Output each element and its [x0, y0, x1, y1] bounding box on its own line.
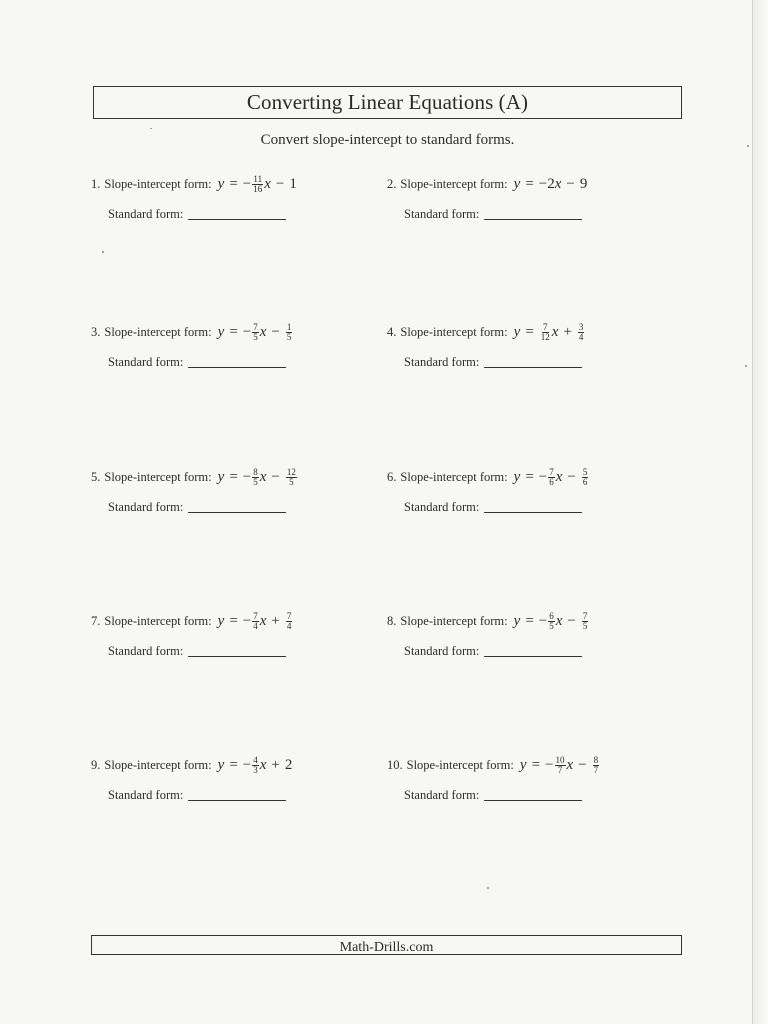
- numerator: 8: [253, 466, 258, 477]
- numerator: 3: [578, 321, 584, 332]
- denominator: 7: [557, 764, 563, 775]
- slope-fraction: [555, 756, 566, 775]
- problem-item: [91, 465, 298, 515]
- variable-y: y: [217, 323, 225, 340]
- problem-item: [91, 609, 293, 659]
- variable-x: x: [554, 175, 562, 192]
- numerator: 5: [582, 466, 588, 477]
- page-edge-shadow: [752, 0, 768, 1024]
- intercept-sign: −: [271, 323, 280, 340]
- problem-item: [91, 320, 293, 370]
- scan-speck: [487, 887, 489, 889]
- scan-speck: [747, 145, 749, 147]
- slope-fraction: [540, 323, 551, 342]
- scan-speck: [150, 128, 152, 129]
- standard-form-label: Standard form:: [404, 500, 480, 514]
- slope-sign: −: [242, 468, 252, 485]
- problem-item: [387, 753, 600, 803]
- variable-y: y: [513, 612, 521, 629]
- intercept-sign: −: [275, 175, 285, 192]
- problem-equation-line: [387, 172, 587, 196]
- slope-fraction: [252, 323, 259, 342]
- variable-y: y: [217, 175, 225, 192]
- variable-y: y: [513, 323, 521, 340]
- denominator: 4: [286, 620, 292, 631]
- standard-form-label: Standard form:: [108, 355, 184, 369]
- numerator: 7: [253, 321, 258, 332]
- slope-intercept-equation: [218, 323, 294, 342]
- problem-equation-line: [387, 320, 585, 344]
- denominator: 6: [549, 476, 554, 487]
- scan-speck: [745, 365, 747, 367]
- standard-form-line: [404, 207, 587, 222]
- slope-value: 2: [547, 175, 555, 192]
- equals-sign: =: [229, 468, 238, 485]
- standard-form-line: [108, 500, 298, 515]
- problem-equation-line: [387, 753, 600, 777]
- standard-form-label: Standard form:: [404, 355, 480, 369]
- slope-intercept-equation: [218, 612, 294, 631]
- slope-sign: −: [538, 612, 548, 629]
- problem-item: [91, 172, 297, 222]
- slope-fraction: [252, 756, 259, 775]
- equals-sign: =: [531, 756, 541, 773]
- slope-sign: −: [538, 468, 548, 485]
- standard-form-line: [404, 500, 589, 515]
- variable-y: y: [513, 468, 521, 485]
- slope-fraction: [252, 468, 259, 487]
- slope-intercept-label: Slope-intercept form:: [104, 757, 212, 772]
- problem-number: 3.: [91, 324, 101, 339]
- problem-equation-line: [91, 465, 298, 489]
- equals-sign: =: [229, 756, 238, 773]
- slope-sign: −: [242, 175, 252, 192]
- variable-y: y: [217, 756, 225, 773]
- slope-sign: −: [242, 323, 252, 340]
- standard-form-label: Standard form:: [108, 500, 184, 514]
- variable-x: x: [259, 323, 267, 340]
- problem-item: [387, 172, 587, 222]
- slope-sign: −: [242, 612, 252, 629]
- equals-sign: =: [229, 612, 238, 629]
- denominator: 5: [253, 331, 258, 342]
- intercept-fraction: [578, 323, 585, 342]
- intercept-sign: −: [567, 468, 576, 485]
- intercept-value: 9: [579, 175, 588, 192]
- standard-form-line: [404, 355, 585, 370]
- problem-number: 8.: [387, 613, 397, 628]
- slope-intercept-label: Slope-intercept form:: [104, 469, 212, 484]
- numerator: 8: [593, 754, 599, 765]
- answer-blank[interactable]: [188, 511, 286, 513]
- answer-blank[interactable]: [484, 655, 582, 657]
- instructions: Convert slope-intercept to standard forms.: [260, 132, 515, 148]
- standard-form-line: [108, 355, 293, 370]
- denominator: 4: [253, 620, 258, 631]
- variable-y: y: [217, 612, 225, 629]
- slope-intercept-equation: [514, 612, 590, 631]
- variable-y: y: [217, 468, 225, 485]
- slope-intercept-label: Slope-intercept form:: [406, 757, 514, 772]
- denominator: 6: [582, 476, 588, 487]
- numerator: 7: [549, 466, 554, 477]
- slope-intercept-label: Slope-intercept form:: [400, 176, 508, 191]
- slope-sign: −: [242, 756, 252, 773]
- intercept-fraction: [286, 468, 297, 487]
- problem-number: 2.: [387, 176, 397, 191]
- problem-equation-line: [387, 609, 589, 633]
- scan-speck: [102, 251, 104, 253]
- problem-number: 7.: [91, 613, 101, 628]
- intercept-sign: −: [567, 612, 576, 629]
- intercept-sign: +: [271, 612, 280, 629]
- problem-item: [387, 465, 589, 515]
- equals-sign: =: [525, 468, 534, 485]
- equals-sign: =: [525, 323, 534, 340]
- problem-number: 1.: [91, 176, 101, 191]
- variable-x: x: [259, 468, 267, 485]
- standard-form-label: Standard form:: [108, 207, 184, 221]
- denominator: 16: [253, 183, 263, 194]
- denominator: 5: [286, 331, 292, 342]
- slope-intercept-equation: [514, 176, 588, 193]
- answer-blank[interactable]: [484, 218, 582, 220]
- problem-equation-line: [387, 465, 589, 489]
- problem-equation-line: [91, 320, 293, 344]
- slope-intercept-label: Slope-intercept form:: [104, 324, 212, 339]
- slope-sign: −: [538, 175, 548, 192]
- problem-equation-line: [91, 609, 293, 633]
- intercept-fraction: [286, 323, 293, 342]
- problem-number: 5.: [91, 469, 101, 484]
- problem-number: 4.: [387, 324, 397, 339]
- problem-item: [387, 609, 589, 659]
- slope-fraction: [252, 175, 263, 194]
- intercept-sign: +: [271, 756, 280, 773]
- slope-intercept-label: Slope-intercept form:: [400, 613, 508, 628]
- slope-intercept-equation: [218, 468, 298, 487]
- answer-blank[interactable]: [188, 799, 286, 801]
- slope-fraction: [548, 468, 555, 487]
- equals-sign: =: [229, 323, 238, 340]
- problem-number: 6.: [387, 469, 397, 484]
- numerator: 4: [253, 754, 258, 765]
- slope-intercept-equation: [514, 323, 586, 342]
- intercept-fraction: [286, 612, 293, 631]
- numerator: 7: [253, 610, 258, 621]
- intercept-value: 1: [289, 175, 297, 192]
- standard-form-line: [404, 788, 600, 803]
- answer-blank[interactable]: [484, 799, 582, 801]
- denominator: 5: [582, 620, 588, 631]
- denominator: 12: [540, 331, 550, 342]
- intercept-fraction: [593, 756, 600, 775]
- standard-form-line: [108, 788, 292, 803]
- problem-equation-line: [91, 172, 297, 196]
- numerator: 6: [549, 610, 554, 621]
- variable-x: x: [551, 323, 559, 340]
- equals-sign: =: [525, 612, 534, 629]
- denominator: 4: [578, 331, 584, 342]
- standard-form-label: Standard form:: [404, 207, 480, 221]
- variable-x: x: [259, 756, 267, 773]
- intercept-sign: +: [563, 323, 572, 340]
- standard-form-line: [404, 644, 589, 659]
- problem-item: [387, 320, 585, 370]
- variable-y: y: [513, 175, 521, 192]
- slope-intercept-equation: [514, 468, 590, 487]
- problem-number: 9.: [91, 757, 101, 772]
- variable-x: x: [259, 612, 267, 629]
- slope-intercept-label: Slope-intercept form:: [104, 176, 212, 191]
- slope-intercept-equation: [218, 175, 297, 194]
- problem-equation-line: [91, 753, 292, 777]
- problem-number: 10.: [387, 757, 403, 772]
- worksheet-title: Converting Linear Equations (A): [246, 90, 529, 114]
- slope-intercept-label: Slope-intercept form:: [104, 613, 212, 628]
- slope-fraction: [252, 612, 259, 631]
- answer-blank[interactable]: [484, 511, 582, 513]
- variable-y: y: [519, 756, 527, 773]
- numerator: 10: [555, 754, 565, 765]
- footer-text: Math-Drills.com: [339, 940, 434, 955]
- answer-blank[interactable]: [484, 366, 582, 368]
- intercept-fraction: [582, 612, 589, 631]
- standard-form-label: Standard form:: [108, 644, 184, 658]
- problem-item: [91, 753, 292, 803]
- intercept-sign: −: [578, 756, 587, 773]
- variable-x: x: [555, 612, 563, 629]
- answer-blank[interactable]: [188, 218, 286, 220]
- slope-fraction: [548, 612, 555, 631]
- title-box: [93, 86, 682, 119]
- standard-form-label: Standard form:: [404, 788, 480, 802]
- footer-box: [91, 935, 682, 955]
- numerator: 11: [253, 173, 263, 184]
- denominator: 5: [289, 476, 294, 487]
- numerator: 7: [543, 321, 548, 332]
- slope-intercept-equation: [520, 756, 600, 775]
- standard-form-label: Standard form:: [108, 788, 184, 802]
- intercept-value: 2: [284, 756, 293, 773]
- variable-x: x: [555, 468, 563, 485]
- numerator: 12: [286, 466, 296, 477]
- variable-x: x: [264, 175, 271, 192]
- denominator: 5: [253, 476, 258, 487]
- slope-intercept-label: Slope-intercept form:: [400, 324, 508, 339]
- answer-blank[interactable]: [188, 655, 286, 657]
- slope-sign: −: [545, 756, 554, 773]
- equals-sign: =: [229, 175, 238, 192]
- numerator: 7: [286, 610, 292, 621]
- intercept-sign: −: [271, 468, 280, 485]
- numerator: 1: [286, 321, 292, 332]
- variable-x: x: [566, 756, 574, 773]
- slope-intercept-label: Slope-intercept form:: [400, 469, 508, 484]
- standard-form-line: [108, 207, 297, 222]
- intercept-sign: −: [566, 175, 575, 192]
- standard-form-line: [108, 644, 293, 659]
- intercept-fraction: [582, 468, 589, 487]
- standard-form-label: Standard form:: [404, 644, 480, 658]
- denominator: 3: [253, 764, 258, 775]
- slope-intercept-equation: [218, 756, 293, 775]
- numerator: 7: [582, 610, 588, 621]
- equals-sign: =: [525, 175, 534, 192]
- denominator: 7: [593, 764, 599, 775]
- denominator: 5: [549, 620, 554, 631]
- answer-blank[interactable]: [188, 366, 286, 368]
